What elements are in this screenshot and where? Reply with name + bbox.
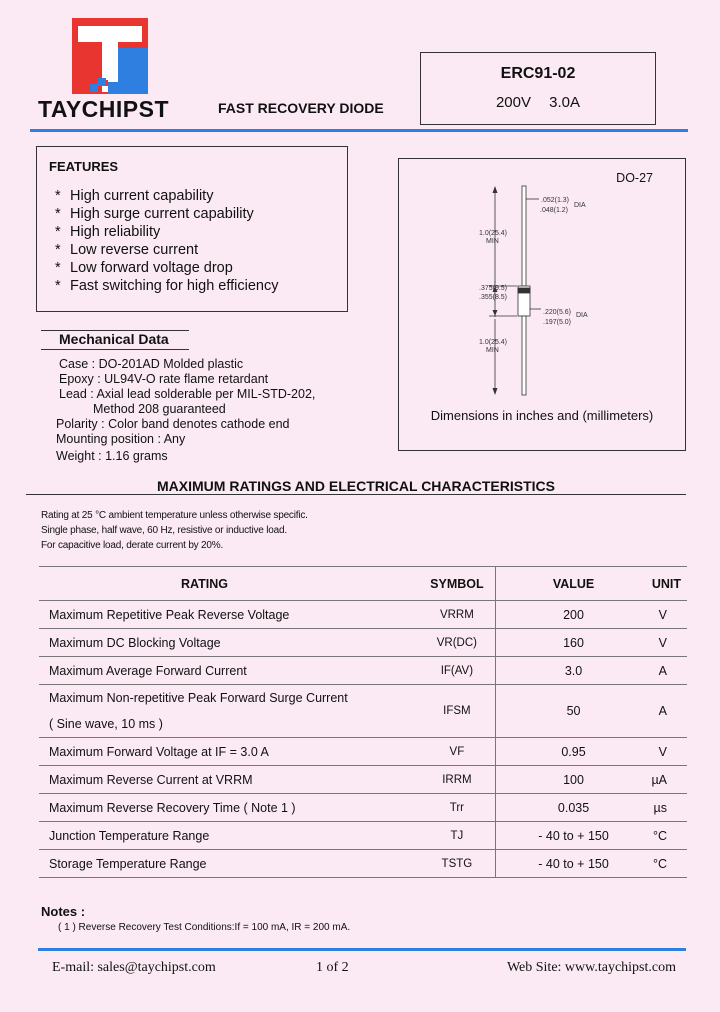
cell-unit: V bbox=[651, 601, 687, 629]
cell-value: 200 bbox=[495, 601, 651, 629]
cell-unit: °C bbox=[651, 822, 687, 850]
dimension-labels bbox=[399, 159, 685, 399]
cell-unit: °C bbox=[651, 850, 687, 878]
table-row bbox=[39, 629, 687, 657]
lead-len-top-min: MIN bbox=[486, 238, 499, 245]
lead-dia-min: .048(1.2) bbox=[540, 207, 569, 214]
cell-rating: Maximum Average Forward Current bbox=[39, 657, 419, 685]
cell-rating-line: Maximum Non-repetitive Peak Forward Surge Current bbox=[49, 691, 348, 705]
cell-value: 0.95 bbox=[495, 738, 651, 766]
part-number: ERC91-02 bbox=[500, 65, 576, 82]
note-item: ( 1 ) Reverse Recovery Test Conditions:If = 100 mA, IR = 200 mA. bbox=[58, 922, 351, 933]
cell-value: - 40 to + 150 bbox=[495, 850, 651, 878]
cell-unit: µs bbox=[651, 794, 687, 822]
cell-unit: V bbox=[651, 629, 687, 657]
document-title: FAST RECOVERY DIODE bbox=[218, 100, 384, 116]
cell-symbol: VF bbox=[419, 738, 495, 766]
features-title: FEATURES bbox=[49, 159, 119, 174]
cell-rating: Storage Temperature Range bbox=[39, 850, 419, 878]
table-header-row bbox=[39, 567, 687, 601]
header-symbol: SYMBOL bbox=[419, 567, 495, 601]
mechanical-line: Lead : Axial lead solderable per MIL-STD-202, bbox=[59, 387, 316, 401]
features-list bbox=[55, 187, 278, 295]
ratings-table bbox=[39, 566, 687, 878]
dimension-caption: Dimensions in inches and (millimeters) bbox=[430, 408, 654, 423]
body-dia-min: .197(5.0) bbox=[543, 319, 572, 326]
cell-symbol: Trr bbox=[419, 794, 495, 822]
features-box bbox=[36, 146, 348, 312]
table-row bbox=[39, 794, 687, 822]
cell-symbol: VRRM bbox=[419, 601, 495, 629]
cell-rating: Maximum Repetitive Peak Reverse Voltage bbox=[39, 601, 419, 629]
cell-value: - 40 to + 150 bbox=[495, 822, 651, 850]
table-row bbox=[39, 822, 687, 850]
lead-len-bottom: 1.0(25.4) bbox=[479, 339, 508, 346]
footer-divider bbox=[38, 948, 686, 951]
cell-rating: Maximum Forward Voltage at IF = 3.0 A bbox=[39, 738, 419, 766]
condition-line: Rating at 25 °C ambient temperature unless otherwise specific. bbox=[41, 510, 308, 521]
part-rating: 200V 3.0A bbox=[495, 94, 581, 111]
cell-rating-line: ( Sine wave, 10 ms ) bbox=[49, 717, 163, 731]
mechanical-line: Polarity : Color band denotes cathode end bbox=[56, 417, 290, 431]
cell-rating: Maximum Reverse Recovery Time ( Note 1 ) bbox=[39, 794, 419, 822]
cell-unit: A bbox=[651, 657, 687, 685]
cell-value: 100 bbox=[495, 766, 651, 794]
lead-len-top: 1.0(25.4) bbox=[479, 230, 508, 237]
cell-rating: Maximum DC Blocking Voltage bbox=[39, 629, 419, 657]
cell-value: 160 bbox=[495, 629, 651, 657]
body-dia-max: .220(5.6) bbox=[543, 309, 572, 316]
mechanical-line: Epoxy : UL94V-O rate flame retardant bbox=[59, 372, 269, 386]
logo-mark bbox=[72, 18, 148, 94]
notes-title: Notes : bbox=[41, 904, 86, 919]
table-row bbox=[39, 601, 687, 629]
cell-symbol: IRRM bbox=[419, 766, 495, 794]
feature-item: * High surge current capability bbox=[55, 206, 254, 222]
lead-dia-max: .052(1.3) bbox=[541, 197, 570, 204]
cell-symbol: VR(DC) bbox=[419, 629, 495, 657]
feature-item: * Low reverse current bbox=[55, 242, 199, 258]
cell-rating: Maximum Reverse Current at VRRM bbox=[39, 766, 419, 794]
cell-unit: V bbox=[651, 738, 687, 766]
footer-website[interactable]: Web Site: www.taychipst.com bbox=[506, 960, 676, 975]
cell-value: 3.0 bbox=[495, 657, 651, 685]
cell-symbol: IFSM bbox=[419, 685, 495, 738]
header-divider bbox=[30, 129, 688, 132]
part-box bbox=[420, 52, 656, 125]
feature-item: * High current capability bbox=[55, 188, 214, 204]
footer-page-number: 1 of 2 bbox=[316, 960, 349, 975]
mechanical-line: Method 208 guaranteed bbox=[93, 402, 226, 416]
cell-value: 0.035 bbox=[495, 794, 651, 822]
cell-symbol: TJ bbox=[419, 822, 495, 850]
table-row bbox=[39, 657, 687, 685]
table-row bbox=[39, 685, 687, 738]
package-label: DO-27 bbox=[616, 171, 653, 185]
body-len-max: .375(9.5) bbox=[479, 285, 508, 292]
cell-unit: µA bbox=[651, 766, 687, 794]
cell-unit: A bbox=[651, 685, 687, 738]
header-unit: UNIT bbox=[651, 567, 687, 601]
cell-symbol: TSTG bbox=[419, 850, 495, 878]
brand-name: TAYCHIPST bbox=[38, 96, 170, 122]
lead-dia-label: DIA bbox=[574, 202, 586, 209]
footer-email[interactable]: E-mail: sales@taychipst.com bbox=[52, 960, 216, 975]
mechanical-line: Weight : 1.16 grams bbox=[56, 449, 168, 463]
header-value: VALUE bbox=[495, 567, 651, 601]
dimension-drawing-box bbox=[398, 158, 686, 451]
mechanical-line: Mounting position : Any bbox=[56, 432, 186, 446]
lead-len-bottom-min: MIN bbox=[486, 347, 499, 354]
feature-item: * Low forward voltage drop bbox=[55, 260, 233, 276]
cell-symbol: IF(AV) bbox=[419, 657, 495, 685]
mechanical-line: Case : DO-201AD Molded plastic bbox=[59, 357, 244, 371]
body-dia-label: DIA bbox=[576, 312, 588, 319]
cell-value: 50 bbox=[495, 685, 651, 738]
ratings-section-title: MAXIMUM RATINGS AND ELECTRICAL CHARACTERISTICS bbox=[157, 478, 555, 494]
table-row bbox=[39, 738, 687, 766]
feature-item: * High reliability bbox=[55, 224, 161, 240]
body-len-min: .355(8.5) bbox=[479, 294, 508, 301]
cell-rating bbox=[39, 685, 419, 738]
condition-line: Single phase, half wave, 60 Hz, resistive or inductive load. bbox=[41, 525, 287, 536]
section-rule bbox=[26, 494, 686, 495]
cell-rating: Junction Temperature Range bbox=[39, 822, 419, 850]
header-rating: RATING bbox=[39, 567, 419, 601]
brand-logo bbox=[72, 18, 148, 94]
mechanical-title: Mechanical Data bbox=[41, 330, 189, 350]
table-row bbox=[39, 850, 687, 878]
table-row bbox=[39, 766, 687, 794]
feature-item: * Fast switching for high efficiency bbox=[55, 278, 279, 294]
mechanical-data bbox=[56, 357, 316, 464]
condition-line: For capacitive load, derate current by 20%. bbox=[41, 540, 224, 551]
